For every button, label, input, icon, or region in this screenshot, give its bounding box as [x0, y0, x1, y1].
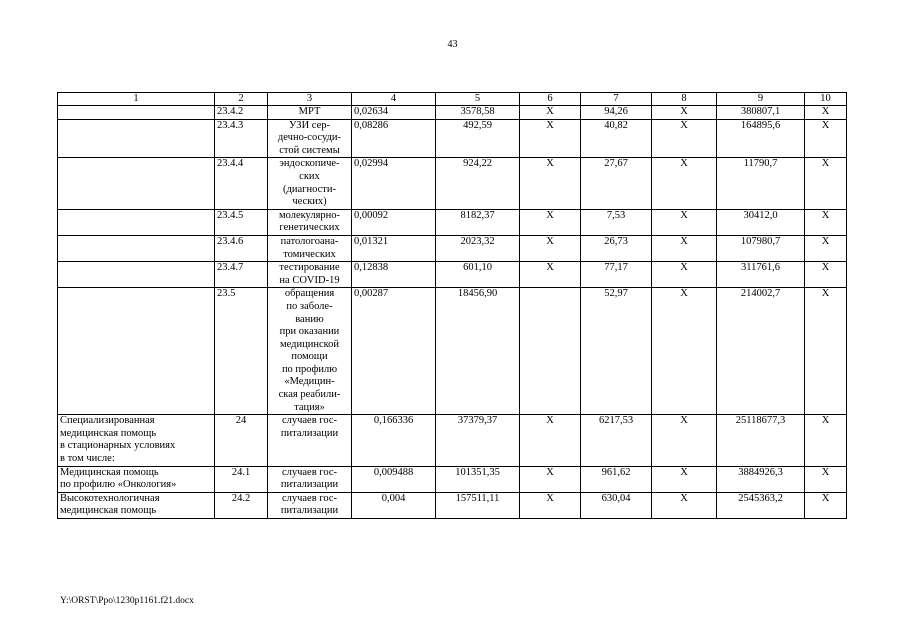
- volume-cell: 0,12838: [352, 262, 436, 288]
- cost-cell: 2023,32: [436, 235, 520, 261]
- col7-cell: 27,67: [581, 158, 652, 209]
- volume-cell: 0,02634: [352, 106, 436, 120]
- col10-cell: X: [805, 288, 847, 415]
- code-cell: 23.4.7: [215, 262, 268, 288]
- col8-cell: X: [652, 119, 717, 158]
- cost-cell: 3578,58: [436, 106, 520, 120]
- name-cell: МРТ: [268, 106, 352, 120]
- category-cell: Специализированная медицинская помощь в стационарных условиях в том числе:: [58, 415, 215, 466]
- col10-cell: X: [805, 235, 847, 261]
- table-row: [58, 106, 847, 120]
- header-cell: 10: [805, 93, 847, 106]
- name-cell: обращения по заболе- ванию при оказании медицинской помощи по профилю «Медицин- ская реабили- тация»: [268, 288, 352, 415]
- col6-cell: X: [520, 209, 581, 235]
- col10-cell: X: [805, 119, 847, 158]
- col7-cell: 7,53: [581, 209, 652, 235]
- col8-cell: X: [652, 106, 717, 120]
- name-cell: случаев гос- питализации: [268, 466, 352, 492]
- volume-cell: 0,00287: [352, 288, 436, 415]
- volume-cell: 0,02994: [352, 158, 436, 209]
- col9-cell: 311761,6: [717, 262, 805, 288]
- volume-cell: 0,166336: [352, 415, 436, 466]
- col8-cell: X: [652, 492, 717, 518]
- header-cell: 5: [436, 93, 520, 106]
- col9-cell: 107980,7: [717, 235, 805, 261]
- name-cell: эндоскопиче- ских (диагности- ческих): [268, 158, 352, 209]
- volume-cell: 0,009488: [352, 466, 436, 492]
- col9-cell: 3884926,3: [717, 466, 805, 492]
- cost-cell: 492,59: [436, 119, 520, 158]
- code-cell: 23.4.4: [215, 158, 268, 209]
- name-cell: случаев гос- питализации: [268, 415, 352, 466]
- header-cell: 9: [717, 93, 805, 106]
- header-cell: 8: [652, 93, 717, 106]
- col10-cell: X: [805, 158, 847, 209]
- col8-cell: X: [652, 209, 717, 235]
- cost-cell: 601,10: [436, 262, 520, 288]
- cost-cell: 8182,37: [436, 209, 520, 235]
- col8-cell: X: [652, 235, 717, 261]
- col9-cell: 2545363,2: [717, 492, 805, 518]
- table-row: [58, 119, 847, 158]
- col8-cell: X: [652, 262, 717, 288]
- header-cell: 3: [268, 93, 352, 106]
- category-cell: [58, 158, 215, 209]
- cost-cell: 18456,90: [436, 288, 520, 415]
- code-cell: 23.5: [215, 288, 268, 415]
- name-cell: молекулярно- генетических: [268, 209, 352, 235]
- col6-cell: X: [520, 492, 581, 518]
- code-cell: 23.4.5: [215, 209, 268, 235]
- col9-cell: 214002,7: [717, 288, 805, 415]
- col10-cell: X: [805, 492, 847, 518]
- col7-cell: 77,17: [581, 262, 652, 288]
- volume-cell: 0,08286: [352, 119, 436, 158]
- table-row: [58, 288, 847, 415]
- name-cell: патологоана- томических: [268, 235, 352, 261]
- header-row: [58, 93, 847, 106]
- name-cell: тестирование на COVID-19: [268, 262, 352, 288]
- code-cell: 24: [215, 415, 268, 466]
- col8-cell: X: [652, 158, 717, 209]
- col9-cell: 164895,6: [717, 119, 805, 158]
- page-number: 43: [447, 39, 458, 50]
- header-cell: 2: [215, 93, 268, 106]
- col6-cell: X: [520, 158, 581, 209]
- col9-cell: 11790,7: [717, 158, 805, 209]
- code-cell: 23.4.6: [215, 235, 268, 261]
- col7-cell: 94,26: [581, 106, 652, 120]
- code-cell: 24.1: [215, 466, 268, 492]
- header-cell: 4: [352, 93, 436, 106]
- category-cell: [58, 106, 215, 120]
- table-row: [58, 466, 847, 492]
- col7-cell: 26,73: [581, 235, 652, 261]
- footer-file-path: Y:\ORST\Ppo\1230p1161.f21.docx: [60, 596, 194, 606]
- code-cell: 23.4.3: [215, 119, 268, 158]
- col10-cell: X: [805, 415, 847, 466]
- category-cell: [58, 288, 215, 415]
- header-cell: 7: [581, 93, 652, 106]
- data-table: [57, 92, 847, 519]
- col8-cell: X: [652, 466, 717, 492]
- table-row: [58, 158, 847, 209]
- col9-cell: 380807,1: [717, 106, 805, 120]
- col6-cell: X: [520, 262, 581, 288]
- cost-cell: 924,22: [436, 158, 520, 209]
- col6-cell: X: [520, 235, 581, 261]
- cost-cell: 101351,35: [436, 466, 520, 492]
- volume-cell: 0,004: [352, 492, 436, 518]
- col9-cell: 25118677,3: [717, 415, 805, 466]
- col10-cell: X: [805, 466, 847, 492]
- table-row: [58, 415, 847, 466]
- code-cell: 24.2: [215, 492, 268, 518]
- col6-cell: [520, 288, 581, 415]
- name-cell: УЗИ сер- дечно-сосуди- стой системы: [268, 119, 352, 158]
- table-row: [58, 492, 847, 518]
- col10-cell: X: [805, 106, 847, 120]
- table-row: [58, 262, 847, 288]
- col6-cell: X: [520, 466, 581, 492]
- col6-cell: X: [520, 415, 581, 466]
- table-row: [58, 209, 847, 235]
- col10-cell: X: [805, 262, 847, 288]
- category-cell: [58, 119, 215, 158]
- category-cell: [58, 235, 215, 261]
- header-cell: 6: [520, 93, 581, 106]
- category-cell: Медицинская помощь по профилю «Онкология»: [58, 466, 215, 492]
- volume-cell: 0,00092: [352, 209, 436, 235]
- col7-cell: 6217,53: [581, 415, 652, 466]
- col7-cell: 961,62: [581, 466, 652, 492]
- volume-cell: 0,01321: [352, 235, 436, 261]
- table-row: [58, 235, 847, 261]
- col7-cell: 40,82: [581, 119, 652, 158]
- col6-cell: X: [520, 106, 581, 120]
- col8-cell: X: [652, 288, 717, 415]
- category-cell: [58, 262, 215, 288]
- col9-cell: 30412,0: [717, 209, 805, 235]
- cost-cell: 37379,37: [436, 415, 520, 466]
- code-cell: 23.4.2: [215, 106, 268, 120]
- header-cell: 1: [58, 93, 215, 106]
- col7-cell: 52,97: [581, 288, 652, 415]
- col7-cell: 630,04: [581, 492, 652, 518]
- category-cell: Высокотехнологичная медицинская помощь: [58, 492, 215, 518]
- col8-cell: X: [652, 415, 717, 466]
- col10-cell: X: [805, 209, 847, 235]
- name-cell: случаев гос- питализации: [268, 492, 352, 518]
- category-cell: [58, 209, 215, 235]
- cost-cell: 157511,11: [436, 492, 520, 518]
- col6-cell: X: [520, 119, 581, 158]
